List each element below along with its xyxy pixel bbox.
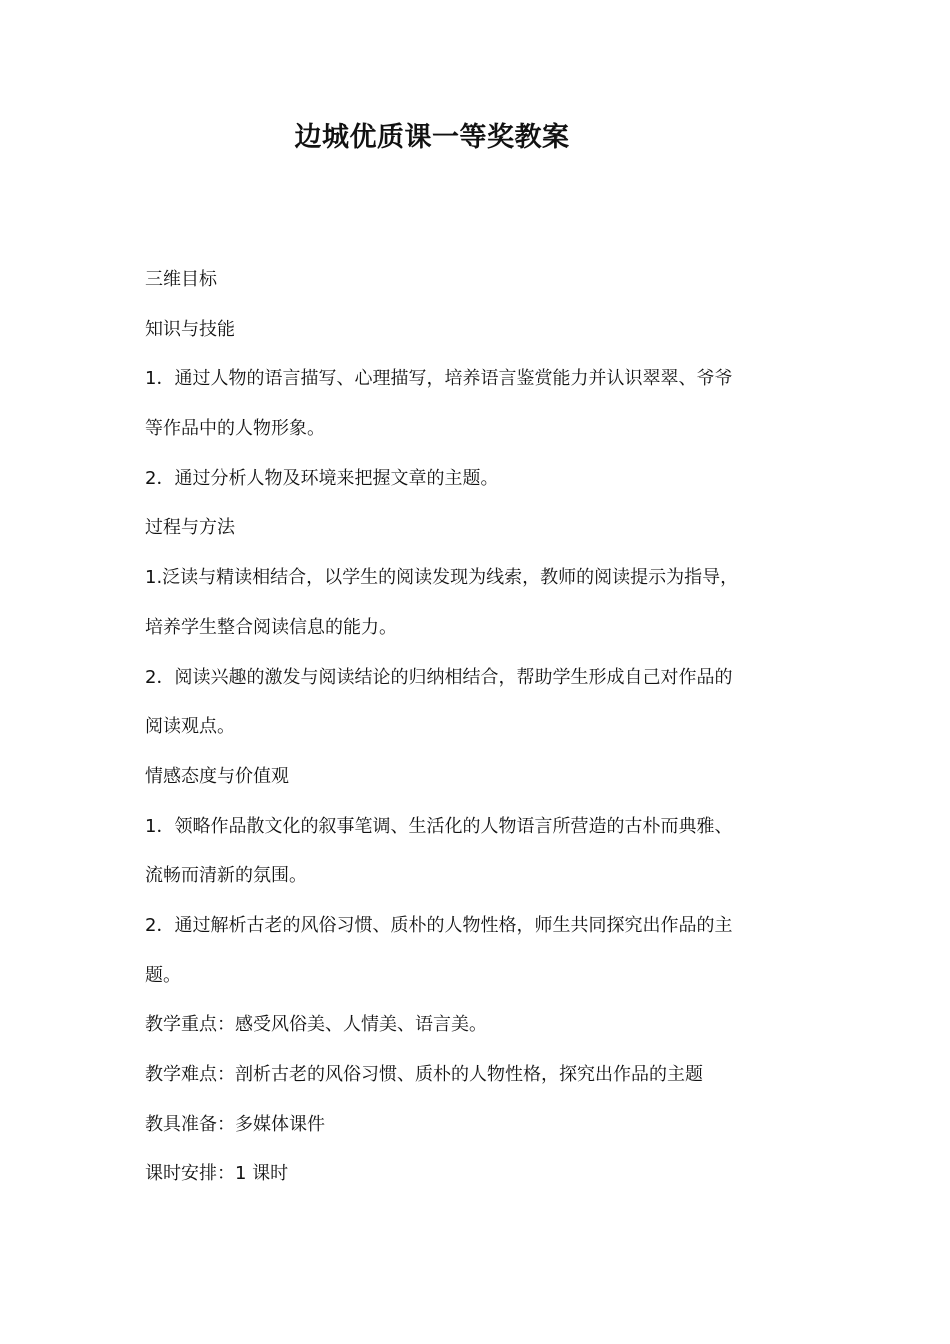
subheading-emotion-values: 情感态度与价值观: [145, 765, 289, 787]
paragraph-line: 1．领略作品散文化的叙事笔调、生活化的人物语言所营造的古朴而典雅、: [145, 815, 733, 837]
paragraph-line: 培养学生整合阅读信息的能力。: [145, 616, 397, 638]
subheading-knowledge-skills: 知识与技能: [145, 318, 235, 340]
paragraph-line: 1．通过人物的语言描写、心理描写，培养语言鉴赏能力并认识翠翠、爷爷: [145, 368, 733, 390]
teaching-focus: 教学重点：感受风俗美、人情美、语言美。: [145, 1014, 487, 1036]
paragraph-line: 题。: [145, 964, 181, 986]
paragraph-line: 2．通过解析古老的风俗习惯、质朴的人物性格，师生共同探究出作品的主: [145, 914, 733, 936]
section-heading-objectives: 三维目标: [145, 269, 217, 290]
paragraph-line: 2．通过分析人物及环境来把握文章的主题。: [145, 467, 499, 489]
teaching-difficulty: 教学难点：剖析古老的风俗习惯、质朴的人物性格，探究出作品的主题: [145, 1064, 703, 1085]
document-body: [145, 255, 785, 1199]
paragraph-line: 阅读观点。: [145, 716, 235, 738]
paragraph-line: 2．阅读兴趣的激发与阅读结论的归纳相结合，帮助学生形成自己对作品的: [145, 666, 733, 688]
paragraph-line: 等作品中的人物形象。: [145, 418, 325, 440]
paragraph-line: 1.泛读与精读相结合，以学生的阅读发现为线索，教师的阅读提示为指导，: [145, 567, 739, 589]
paragraph-line: 流畅而清新的氛围。: [145, 865, 307, 887]
teaching-materials: 教具准备：多媒体课件: [145, 1113, 325, 1135]
class-schedule: 课时安排：1 课时: [145, 1163, 289, 1185]
subheading-process-methods: 过程与方法: [145, 517, 235, 539]
document-title: 边城优质课一等奖教案: [294, 122, 570, 153]
